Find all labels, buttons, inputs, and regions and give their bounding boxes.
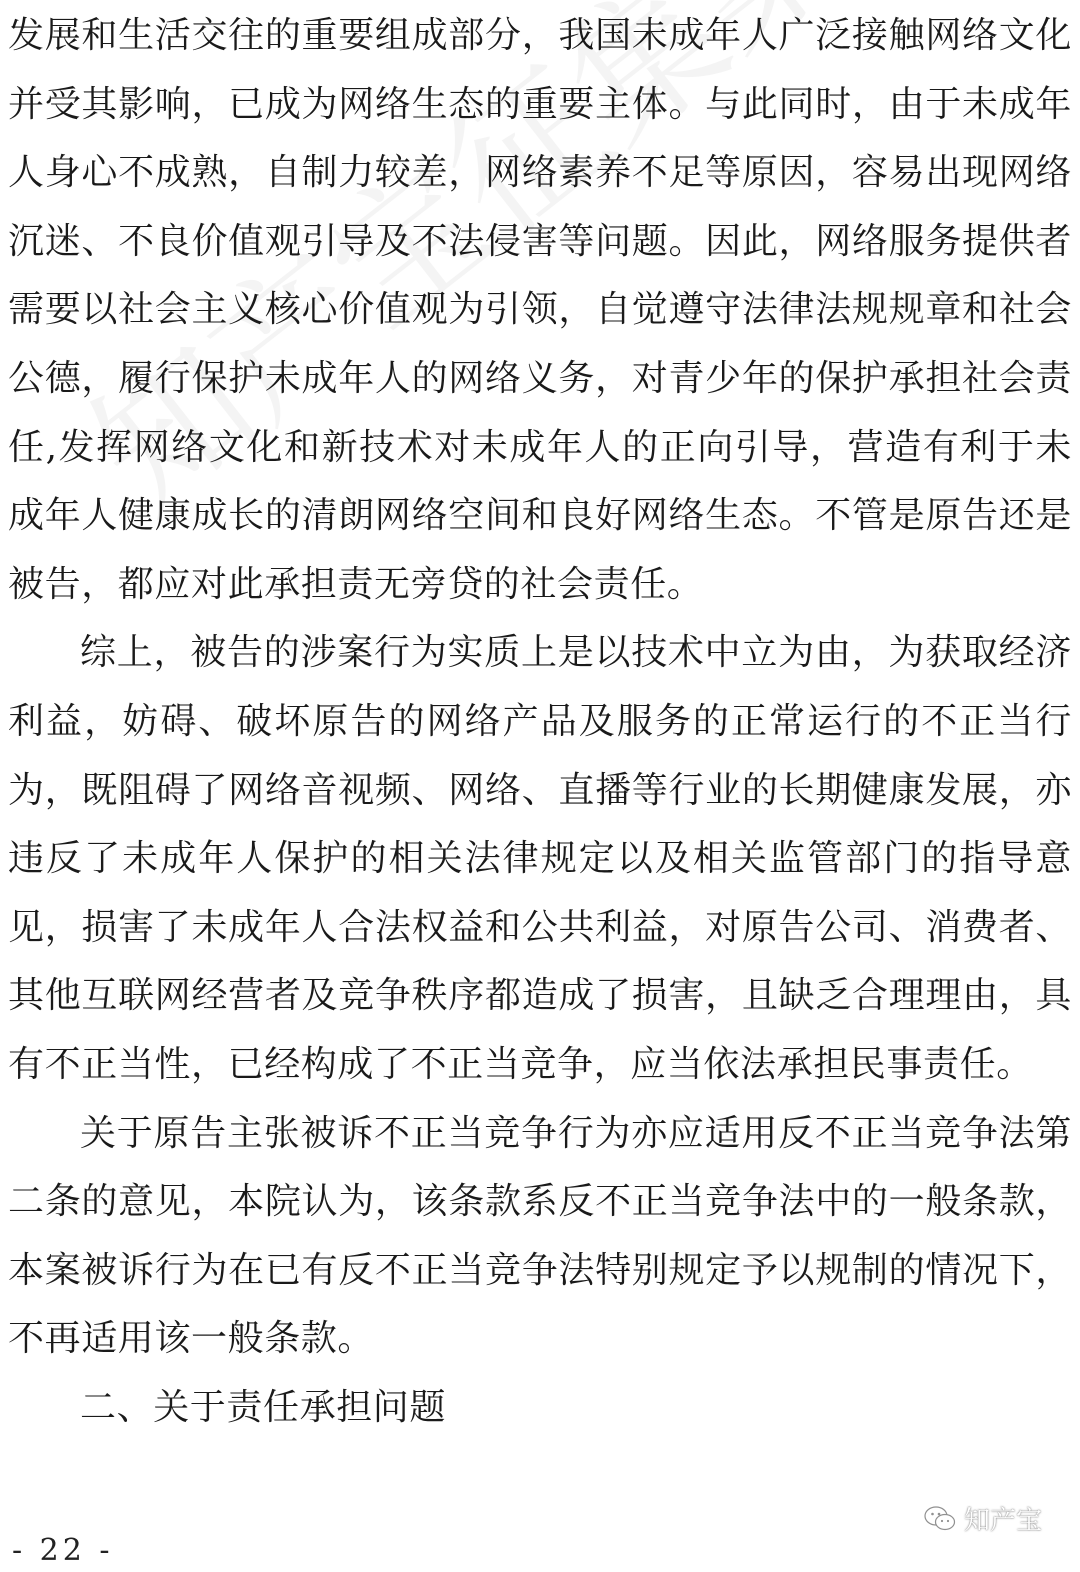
brand-badge (924, 1500, 1042, 1537)
brand-name: 知产宝 (963, 1506, 1042, 1536)
wechat-icon (924, 1505, 956, 1533)
page-number: - 22 - (12, 1533, 114, 1568)
paragraph-1: 发展和生活交往的重要组成部分，我国未成年人广泛接触网络文化并受其影响，已成为网络生态的重要主体。与此同时，由于未成年人身心不成熟，自制力较差，网络素养不足等原因，容易出现网络沉迷、不良价值观引导及不法侵害等问题。因此，网络服务提供者需要以社会主义核心价值观为引领，自觉遵守法律法规规章和社会公德，履行保护未成年人的网络义务，对青少年的保护承担社会责任,发挥网络文化和新技术对未成年人的正向引导，营造有利于未成年人健康成长的清朗网络空间和良好网络生态。不管是原告还是被告，都应对此承担责无旁贷的社会责任。 (8, 15, 1072, 605)
document-body (8, 2, 1072, 1442)
paragraph-2: 综上，被告的涉案行为实质上是以技术中立为由，为获取经济利益，妨碍、破坏原告的网络产品及服务的正常运行的不正当行为，既阻碍了网络音视频、网络、直播等行业的长期健康发展，亦违反了未成年人保护的相关法律规定以及相关监管部门的指导意见，损害了未成年人合法权益和公共利益，对原告公司、消费者、其他互联网经营者及竞争秩序都造成了损害，且缺乏合理理由，具有不正当性，已经构成了不正当竞争，应当依法承担民事责任。 (8, 632, 1072, 1085)
paragraph-3: 关于原告主张被诉不正当竞争行为亦应适用反不正当竞争法第二条的意见，本院认为，该条款系反不正当竞争法中的一般条款，本案被诉行为在已有反不正当竞争法特别规定予以规制的情况下，不再适用该一般条款。 (8, 1112, 1072, 1360)
section-heading: 二、关于责任承担问题 (80, 1386, 447, 1428)
